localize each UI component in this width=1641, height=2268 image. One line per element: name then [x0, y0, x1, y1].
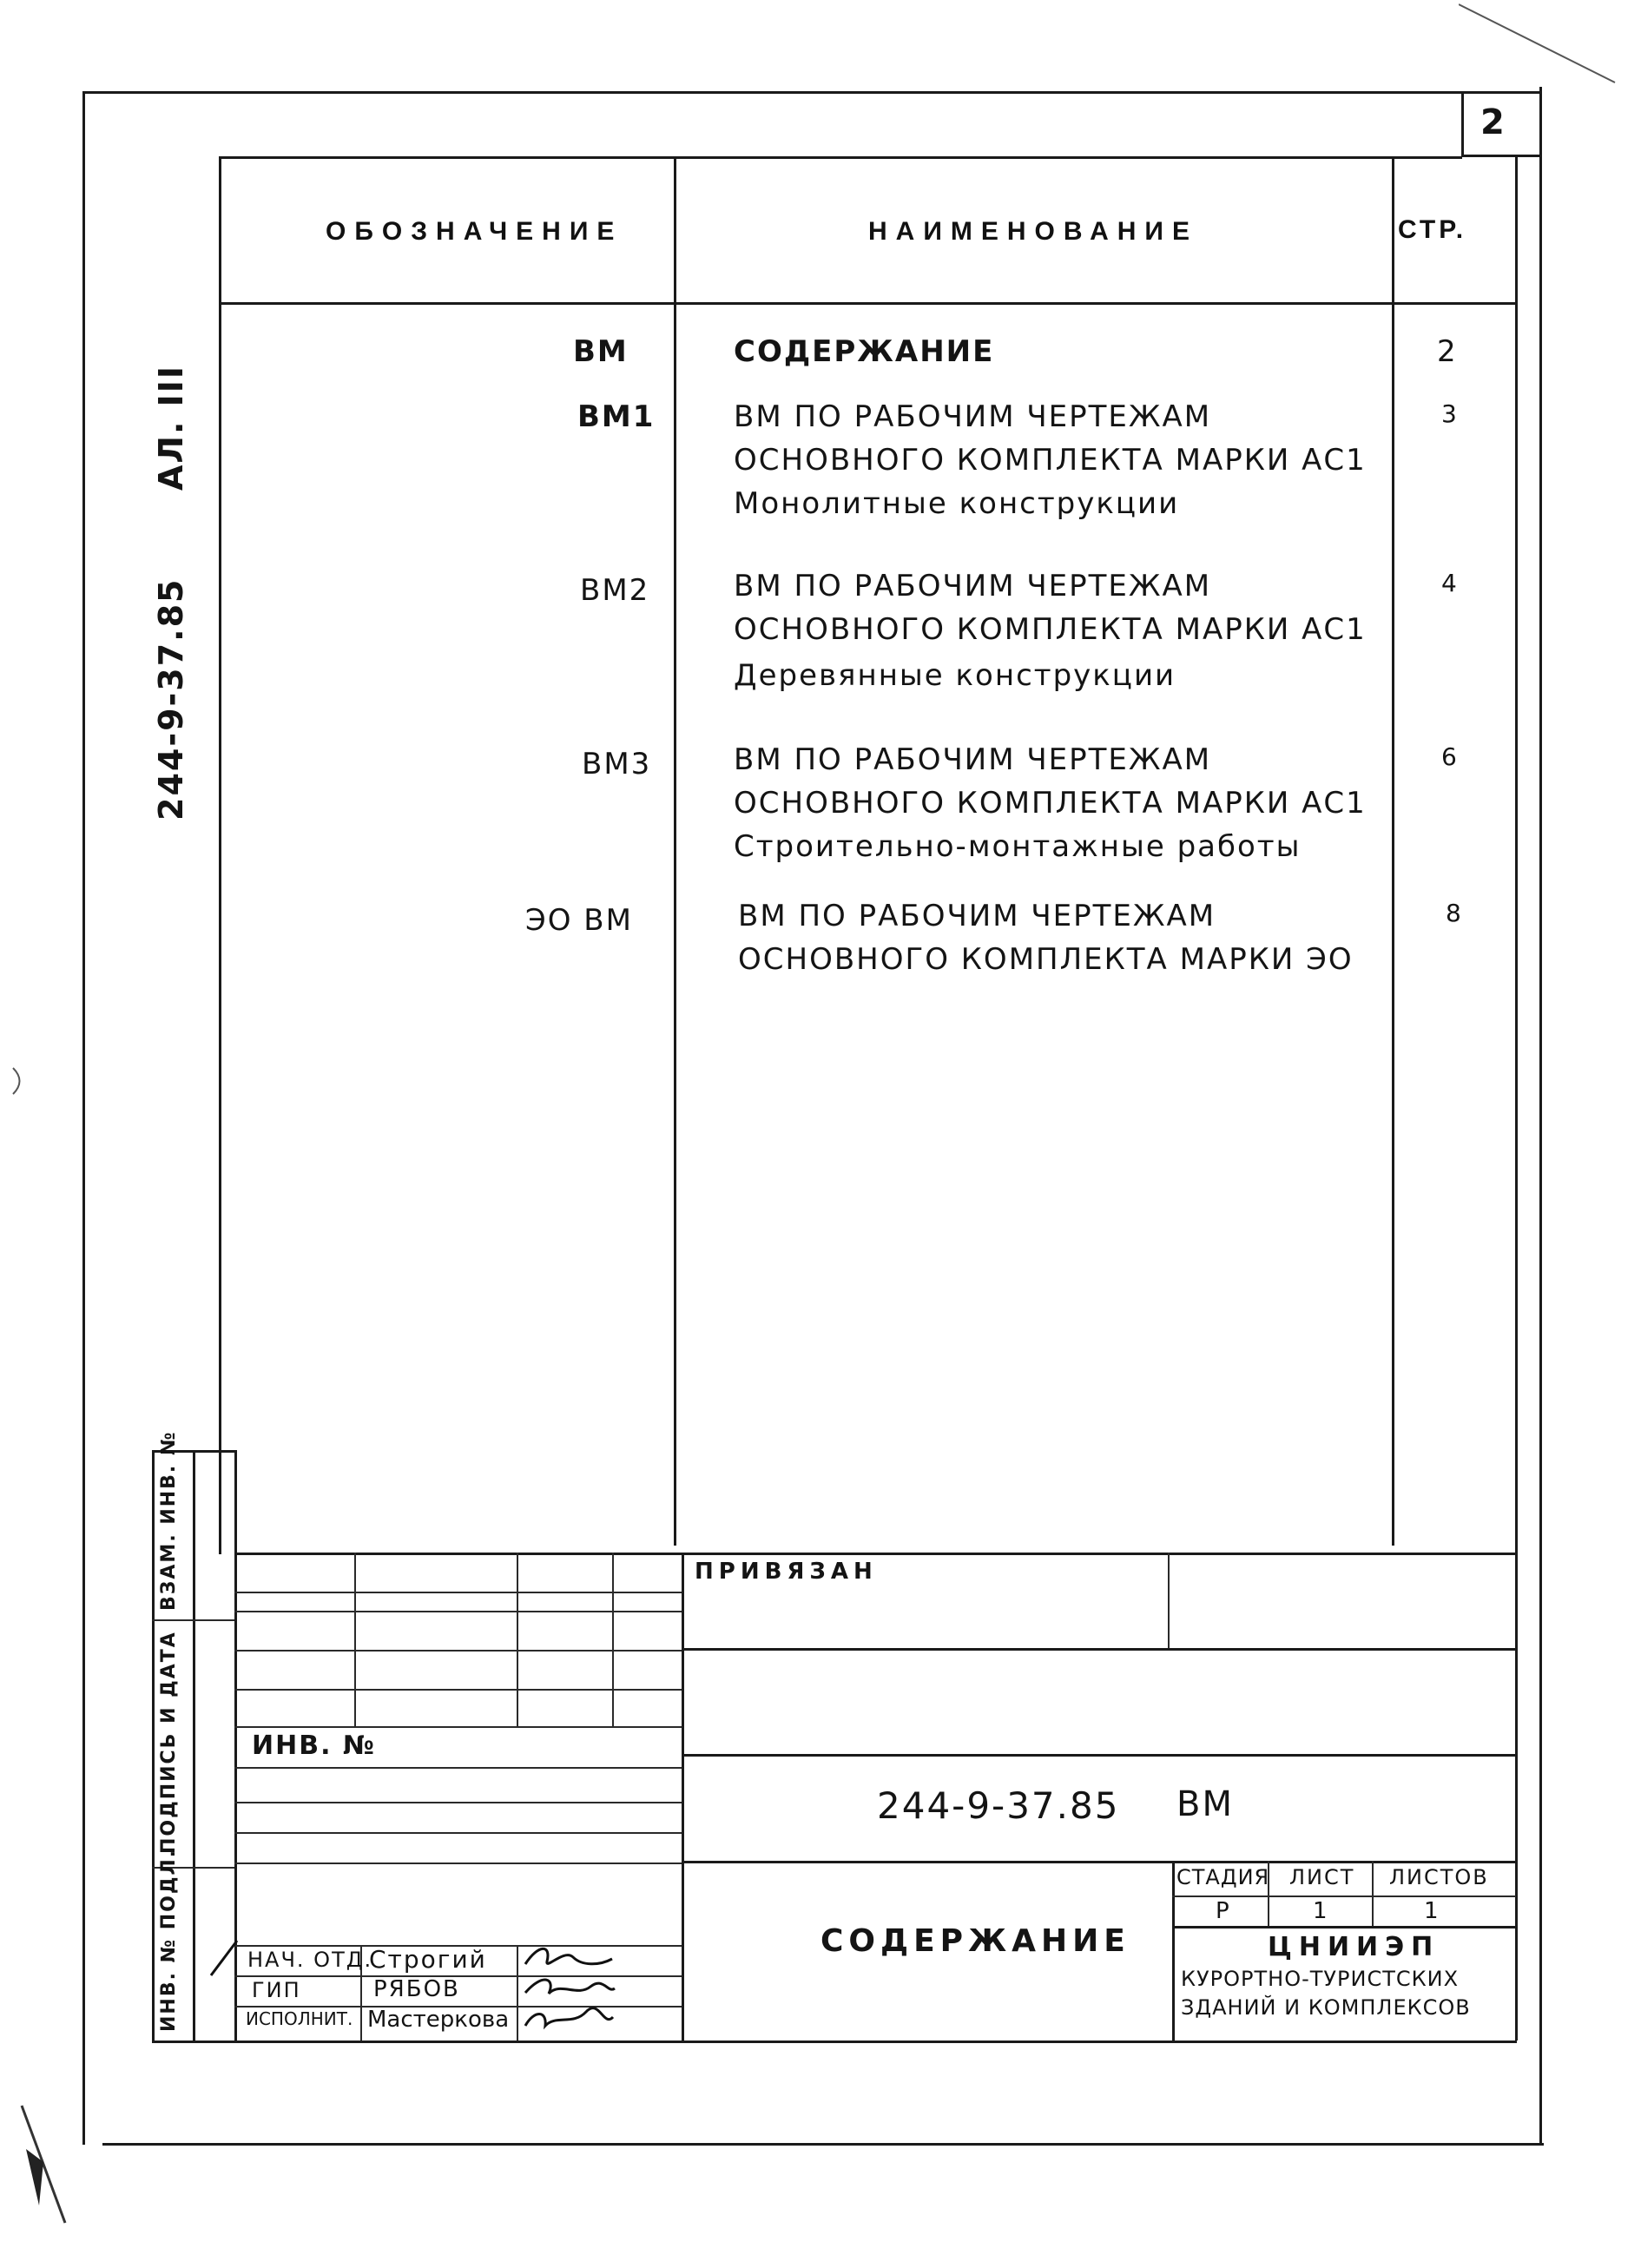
inner-frame-right [1515, 156, 1518, 2041]
row-page: 2 [1437, 334, 1458, 369]
row-name-line: Деревянные конструкции [734, 658, 1176, 693]
stamp-title: СОДЕРЖАНИЕ [820, 1923, 1130, 1959]
stamp-grid-h9 [234, 1863, 682, 1864]
row-name-line: ОСНОВНОГО КОМПЛЕКТА МАРКИ ЭО [738, 942, 1354, 977]
scan-artifact-icon [9, 1064, 26, 1098]
stamp-person-role: НАЧ. ОТД. [247, 1948, 373, 1972]
row-name-line: ВМ ПО РАБОЧИМ ЧЕРТЕЖАМ [738, 899, 1216, 933]
stamp-grid-h5 [234, 1726, 682, 1728]
row-name-line: ВМ ПО РАБОЧИМ ЧЕРТЕЖАМ [734, 742, 1212, 777]
scan-artifact-icon [17, 2101, 69, 2240]
stamp-privyazan-bottom [682, 1648, 1517, 1651]
stamp-sheet-value: 1 [1313, 1898, 1329, 1924]
stamp-privyazan: ПРИВЯЗАН [695, 1559, 878, 1585]
row-designation: ВМ3 [582, 747, 652, 781]
outer-frame-left [82, 91, 85, 2145]
stamp-grid-h4 [234, 1689, 682, 1691]
signature-3-icon [521, 2001, 616, 2036]
page-number-box-left [1461, 91, 1464, 156]
stroke-mark-icon [207, 1936, 241, 1980]
stamp-grid-v1 [354, 1553, 356, 1726]
row-designation: ЭО ВМ [525, 903, 633, 938]
stamp-person-name: РЯБОВ [373, 1976, 460, 2002]
row-name-line: ОСНОВНОГО КОМПЛЕКТА МАРКИ АС1 [734, 786, 1367, 821]
stamp-grid-v2 [517, 1553, 518, 1726]
row-page: 3 [1441, 399, 1459, 428]
page-number-box-bottom [1461, 155, 1541, 157]
header-name: НАИМЕНОВАНИЕ [868, 217, 1198, 246]
outer-frame-top [82, 91, 1541, 94]
stamp-grid-v3 [612, 1553, 614, 1726]
stamp-doc-mark: ВМ [1176, 1784, 1234, 1824]
signature-2-icon [521, 1971, 616, 2006]
stamp-grid-h6 [234, 1767, 682, 1769]
stamp-person-role: ИСПОЛНИТ. [246, 2008, 353, 2029]
stamp-grid-h8 [234, 1832, 682, 1834]
stamp-doc-code: 244-9-37.85 [877, 1784, 1120, 1827]
row-name-line: ОСНОВНОГО КОМПЛЕКТА МАРКИ АС1 [734, 612, 1367, 647]
row-name-line: ОСНОВНОГО КОМПЛЕКТА МАРКИ АС1 [734, 443, 1367, 478]
stamp-side-col-sep1 [152, 1619, 234, 1621]
stamp-side-col-left [152, 1450, 155, 2041]
outer-frame-right [1539, 87, 1542, 2145]
side-album: АЛ. III [152, 364, 190, 491]
row-page: 6 [1441, 742, 1459, 771]
row-name-line: СОДЕРЖАНИЕ [734, 334, 995, 369]
stamp-stage-value: Р [1216, 1898, 1231, 1924]
row-name-line: Монолитные конструкции [734, 486, 1180, 521]
stamp-grid-h3 [234, 1650, 682, 1652]
stamp-label-podpis: ПОДПИСЬ И ДАТА [158, 1631, 180, 1854]
stamp-top-rule [234, 1553, 1516, 1555]
row-designation: ВМ [573, 334, 629, 369]
stamp-label-inv-podl: ИНВ. № ПОДЛ. [158, 1848, 180, 2032]
stamp-side-col-right [193, 1450, 195, 2041]
side-code: 244-9-37.85 [152, 577, 190, 821]
header-bottom-rule [219, 302, 1516, 305]
scan-artifact-icon [1459, 0, 1632, 96]
stamp-people-v2 [517, 1945, 518, 2041]
stamp-grid-h1 [234, 1592, 682, 1593]
stamp-org-line3: ЗДАНИЙ И КОМПЛЕКСОВ [1181, 1995, 1471, 2020]
row-designation: ВМ2 [580, 573, 650, 608]
stamp-org-name: ЦНИИЭП [1268, 1932, 1440, 1962]
stamp-sheets-value: 1 [1424, 1898, 1440, 1924]
inner-frame-top [219, 156, 1462, 159]
stamp-sheet-label: ЛИСТ [1289, 1865, 1355, 1889]
stamp-stage-v2 [1372, 1861, 1374, 1926]
row-name-line: ВМ ПО РАБОЧИМ ЧЕРТЕЖАМ [734, 569, 1212, 603]
side-album-code [152, 365, 190, 821]
stamp-stage-h2 [1172, 1926, 1516, 1928]
stamp-label-vzam: ВЗАМ. ИНВ. № [158, 1430, 180, 1611]
stamp-org-line2: КУРОРТНО-ТУРИСТСКИХ [1181, 1967, 1460, 1991]
stamp-stage-label: СТАДИЯ [1176, 1865, 1270, 1889]
signature-1-icon [521, 1940, 616, 1975]
stamp-grid-h7 [234, 1802, 682, 1803]
stamp-person-name: Строгий [369, 1945, 487, 1974]
row-page: 4 [1441, 569, 1459, 597]
header-page: СТР. [1398, 215, 1467, 244]
column-divider-page [1392, 156, 1394, 1546]
stamp-inv-no: ИНВ. № [252, 1731, 377, 1761]
row-name-line: ВМ ПО РАБОЧИМ ЧЕРТЕЖАМ [734, 399, 1212, 434]
stamp-stage-h1 [1172, 1895, 1516, 1897]
inner-frame-left [219, 156, 221, 1554]
header-designation: ОБОЗНАЧЕНИЕ [326, 217, 623, 246]
stamp-code-top [682, 1754, 1517, 1757]
outer-frame-bottom [102, 2143, 1544, 2146]
row-name-line: Строительно-монтажные работы [734, 829, 1302, 864]
row-designation: ВМ1 [577, 399, 656, 434]
stamp-grid-h2 [234, 1611, 682, 1612]
stamp-sheets-label: ЛИСТОВ [1389, 1865, 1489, 1889]
column-divider-designation [674, 156, 676, 1546]
stamp-code-bottom [682, 1861, 1517, 1863]
stamp-privyazan-divider [1168, 1553, 1170, 1648]
stamp-left-boundary [682, 1553, 684, 2043]
page-number: 2 [1480, 102, 1506, 142]
stamp-bottom-rule [152, 2041, 1517, 2043]
stamp-person-role: ГИП [252, 1978, 301, 2002]
stamp-person-name: Мастеркова [367, 2007, 510, 2033]
stamp-stage-left [1172, 1861, 1175, 2041]
row-page: 8 [1446, 899, 1463, 927]
